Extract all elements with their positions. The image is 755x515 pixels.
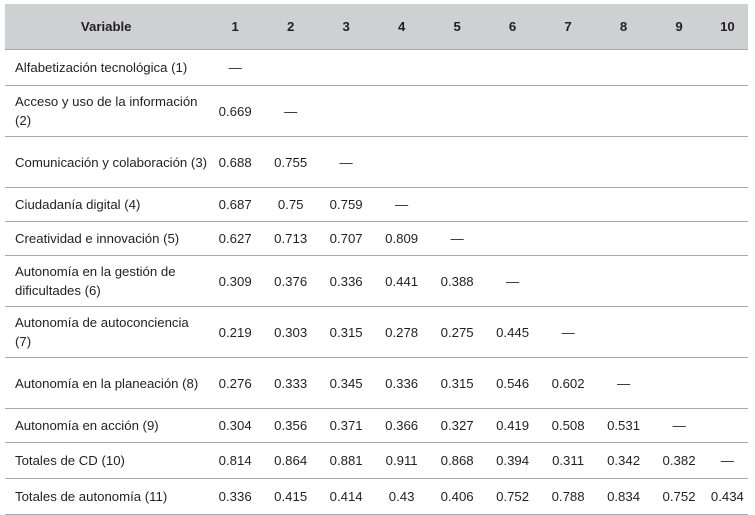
correlation-cell <box>318 50 373 86</box>
correlation-cell: 0.388 <box>429 256 484 307</box>
correlation-cell: 0.752 <box>485 479 540 515</box>
row-label: Comunicación y colaboración (3) <box>5 137 207 188</box>
correlation-cell: 0.219 <box>207 307 262 358</box>
row-label: Alfabetización tecnológica (1) <box>5 50 207 86</box>
header-col-5: 5 <box>429 4 484 50</box>
correlation-cell: 0.759 <box>318 188 373 222</box>
correlation-cell: 0.834 <box>596 479 651 515</box>
header-col-4: 4 <box>374 4 429 50</box>
correlation-cell: 0.688 <box>207 137 262 188</box>
correlation-cell: — <box>263 86 318 137</box>
correlation-cell: — <box>318 137 373 188</box>
correlation-cell <box>540 256 595 307</box>
correlation-cell <box>651 188 706 222</box>
correlation-cell: 0.356 <box>263 409 318 443</box>
correlation-cell <box>374 137 429 188</box>
correlation-cell: 0.336 <box>318 256 373 307</box>
header-col-6: 6 <box>485 4 540 50</box>
correlation-cell <box>707 222 748 256</box>
row-label: Autonomía de autoconciencia (7) <box>5 307 207 358</box>
correlation-cell <box>596 307 651 358</box>
correlation-cell <box>707 188 748 222</box>
correlation-cell: 0.881 <box>318 443 373 479</box>
correlation-cell: — <box>596 358 651 409</box>
correlation-cell <box>540 222 595 256</box>
correlation-cell: 0.327 <box>429 409 484 443</box>
header-col-1: 1 <box>207 4 262 50</box>
correlation-cell: 0.434 <box>707 479 748 515</box>
row-label: Totales de CD (10) <box>5 443 207 479</box>
table-row <box>5 188 748 222</box>
correlation-cell: 0.414 <box>318 479 373 515</box>
correlation-cell: — <box>707 443 748 479</box>
correlation-cell: 0.43 <box>374 479 429 515</box>
correlation-cell: 0.278 <box>374 307 429 358</box>
correlation-cell <box>596 137 651 188</box>
correlation-cell: 0.814 <box>207 443 262 479</box>
correlation-cell <box>651 222 706 256</box>
correlation-cell: 0.868 <box>429 443 484 479</box>
correlation-cell: — <box>374 188 429 222</box>
correlation-cell: — <box>540 307 595 358</box>
table-row <box>5 50 748 86</box>
correlation-cell <box>596 50 651 86</box>
correlation-cell <box>429 188 484 222</box>
correlation-cell: 0.415 <box>263 479 318 515</box>
row-label: Ciudadanía digital (4) <box>5 188 207 222</box>
header-col-8: 8 <box>596 4 651 50</box>
correlation-cell <box>485 86 540 137</box>
correlation-cell <box>429 137 484 188</box>
correlation-cell: 0.371 <box>318 409 373 443</box>
table-row <box>5 256 748 307</box>
correlation-cell: 0.345 <box>318 358 373 409</box>
correlation-cell: 0.406 <box>429 479 484 515</box>
correlation-cell <box>651 50 706 86</box>
header-col-7: 7 <box>540 4 595 50</box>
correlation-cell: 0.669 <box>207 86 262 137</box>
correlation-cell: 0.419 <box>485 409 540 443</box>
table-row <box>5 479 748 515</box>
correlation-cell: 0.508 <box>540 409 595 443</box>
correlation-cell: — <box>429 222 484 256</box>
table-row <box>5 358 748 409</box>
correlation-cell: 0.687 <box>207 188 262 222</box>
correlation-cell <box>651 307 706 358</box>
correlation-cell: 0.546 <box>485 358 540 409</box>
correlation-cell: 0.304 <box>207 409 262 443</box>
table-body <box>5 50 748 515</box>
correlation-cell: 0.275 <box>429 307 484 358</box>
correlation-cell <box>596 188 651 222</box>
correlation-cell: — <box>207 50 262 86</box>
correlation-cell <box>485 137 540 188</box>
correlation-cell: 0.911 <box>374 443 429 479</box>
correlation-cell <box>651 137 706 188</box>
correlation-cell: — <box>651 409 706 443</box>
correlation-cell <box>318 86 373 137</box>
correlation-cell: 0.366 <box>374 409 429 443</box>
table-row <box>5 137 748 188</box>
correlation-cell: 0.531 <box>596 409 651 443</box>
header-col-3: 3 <box>318 4 373 50</box>
header-col-9: 9 <box>651 4 706 50</box>
correlation-cell: 0.333 <box>263 358 318 409</box>
correlation-cell <box>540 188 595 222</box>
correlation-cell <box>540 137 595 188</box>
correlation-cell: 0.602 <box>540 358 595 409</box>
correlation-cell <box>707 307 748 358</box>
correlation-cell: 0.707 <box>318 222 373 256</box>
table-row <box>5 222 748 256</box>
row-label: Creatividad e innovación (5) <box>5 222 207 256</box>
correlation-cell <box>596 86 651 137</box>
correlation-cell <box>374 86 429 137</box>
correlation-cell: 0.315 <box>429 358 484 409</box>
correlation-cell: 0.336 <box>207 479 262 515</box>
correlation-cell <box>707 86 748 137</box>
correlation-cell: 0.864 <box>263 443 318 479</box>
table-row <box>5 307 748 358</box>
correlation-cell: 0.441 <box>374 256 429 307</box>
correlation-cell: 0.309 <box>207 256 262 307</box>
table-row <box>5 409 748 443</box>
correlation-cell: 0.311 <box>540 443 595 479</box>
correlation-cell <box>707 137 748 188</box>
correlation-cell <box>707 50 748 86</box>
correlation-cell <box>485 188 540 222</box>
correlation-cell <box>707 256 748 307</box>
correlation-cell: 0.382 <box>651 443 706 479</box>
correlation-cell: 0.342 <box>596 443 651 479</box>
correlation-cell <box>429 50 484 86</box>
correlation-cell: 0.755 <box>263 137 318 188</box>
header-row <box>5 4 748 50</box>
row-label: Totales de autonomía (11) <box>5 479 207 515</box>
correlation-cell: 0.336 <box>374 358 429 409</box>
header-col-10: 10 <box>707 4 748 50</box>
correlation-cell: 0.627 <box>207 222 262 256</box>
correlation-cell <box>651 256 706 307</box>
correlation-cell <box>374 50 429 86</box>
correlation-cell <box>263 50 318 86</box>
correlation-cell: 0.315 <box>318 307 373 358</box>
header-variable: Variable <box>5 4 207 50</box>
correlation-cell: 0.752 <box>651 479 706 515</box>
correlation-cell <box>485 222 540 256</box>
correlation-cell: 0.788 <box>540 479 595 515</box>
correlation-cell <box>707 409 748 443</box>
correlation-cell <box>651 358 706 409</box>
correlation-cell <box>596 222 651 256</box>
row-label: Autonomía en acción (9) <box>5 409 207 443</box>
table-row <box>5 443 748 479</box>
correlation-cell: — <box>485 256 540 307</box>
correlation-cell <box>540 50 595 86</box>
row-label: Acceso y uso de la información (2) <box>5 86 207 137</box>
correlation-cell <box>540 86 595 137</box>
correlation-cell <box>596 256 651 307</box>
correlation-cell <box>651 86 706 137</box>
correlation-cell <box>485 50 540 86</box>
table-row <box>5 86 748 137</box>
correlation-cell: 0.394 <box>485 443 540 479</box>
correlation-cell: 0.376 <box>263 256 318 307</box>
correlation-cell: 0.809 <box>374 222 429 256</box>
correlation-cell: 0.303 <box>263 307 318 358</box>
row-label: Autonomía en la planeación (8) <box>5 358 207 409</box>
header-col-2: 2 <box>263 4 318 50</box>
correlation-cell: 0.276 <box>207 358 262 409</box>
correlation-cell: 0.445 <box>485 307 540 358</box>
correlation-cell <box>707 358 748 409</box>
correlation-table <box>5 4 748 515</box>
correlation-cell: 0.713 <box>263 222 318 256</box>
correlation-cell <box>429 86 484 137</box>
row-label: Autonomía en la gestión de dificultades (6) <box>5 256 207 307</box>
correlation-cell: 0.75 <box>263 188 318 222</box>
